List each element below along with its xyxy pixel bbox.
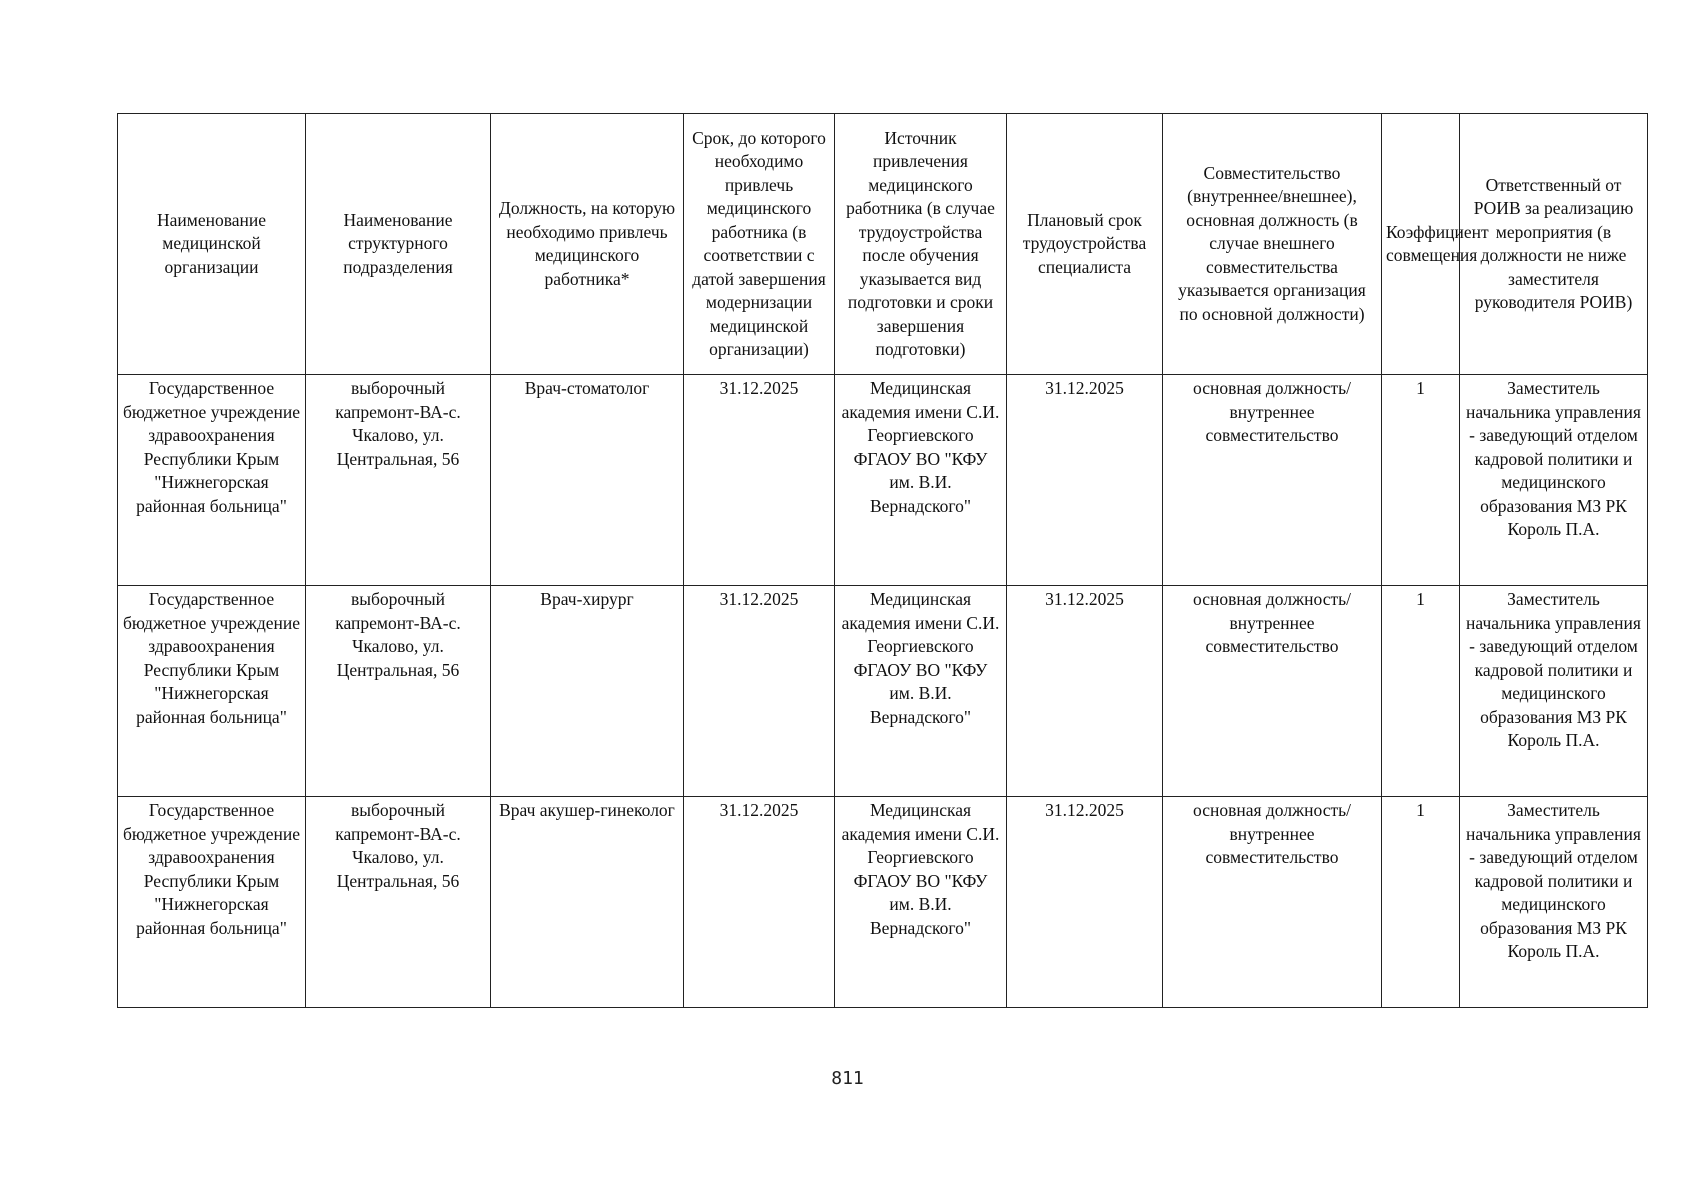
cell-position: Врач-стоматолог — [491, 375, 684, 586]
cell-combination: основная должность/ внутреннее совместительство — [1163, 586, 1382, 797]
cell-source: Медицинская академия имени С.И. Георгиевского ФГАОУ ВО "КФУ им. В.И. Вернадского" — [835, 586, 1007, 797]
header-coefficient: Коэффициент совмещения — [1382, 114, 1460, 375]
page-number: 811 — [831, 1068, 864, 1089]
cell-position: Врач-хирург — [491, 586, 684, 797]
header-organization-name: Наименование медицинской организации — [118, 114, 306, 375]
cell-responsible: Заместитель начальника управления - заведующий отделом кадровой политики и медицинского образования МЗ РК Король П.А. — [1460, 797, 1648, 1008]
cell-deadline: 31.12.2025 — [684, 375, 835, 586]
cell-combination: основная должность/ внутреннее совместительство — [1163, 375, 1382, 586]
cell-coefficient: 1 — [1382, 586, 1460, 797]
header-row — [118, 114, 1648, 375]
table-row — [118, 586, 1648, 797]
table-header — [118, 114, 1648, 375]
cell-deadline: 31.12.2025 — [684, 797, 835, 1008]
cell-position: Врач акушер-гинеколог — [491, 797, 684, 1008]
header-deadline: Срок, до которого необходимо привлечь медицинского работника (в соответствии с датой завершения модернизации медицинской организации) — [684, 114, 835, 375]
header-source: Источник привлечения медицинского работника (в случае трудоустройства после обучения указывается вид подготовки и сроки завершения подготовки) — [835, 114, 1007, 375]
cell-department: выборочный капремонт-ВА-с. Чкалово, ул. Центральная, 56 — [306, 375, 491, 586]
cell-source: Медицинская академия имени С.И. Георгиевского ФГАОУ ВО "КФУ им. В.И. Вернадского" — [835, 797, 1007, 1008]
cell-deadline: 31.12.2025 — [684, 586, 835, 797]
header-responsible: Ответственный от РОИВ за реализацию мероприятия (в должности не ниже заместителя руководителя РОИВ) — [1460, 114, 1648, 375]
header-combination: Совместительство (внутреннее/внешнее), основная должность (в случае внешнего совместительства указывается организация по основной должности) — [1163, 114, 1382, 375]
cell-responsible: Заместитель начальника управления - заведующий отделом кадровой политики и медицинского образования МЗ РК Король П.А. — [1460, 586, 1648, 797]
header-planned-date: Плановый срок трудоустройства специалиста — [1007, 114, 1163, 375]
cell-coefficient: 1 — [1382, 375, 1460, 586]
table-body — [118, 375, 1648, 1008]
cell-source: Медицинская академия имени С.И. Георгиевского ФГАОУ ВО "КФУ им. В.И. Вернадского" — [835, 375, 1007, 586]
header-position: Должность, на которую необходимо привлечь медицинского работника* — [491, 114, 684, 375]
cell-planned-date: 31.12.2025 — [1007, 375, 1163, 586]
cell-organization: Государственное бюджетное учреждение здравоохранения Республики Крым "Нижнегорская районная больница" — [118, 797, 306, 1008]
cell-planned-date: 31.12.2025 — [1007, 586, 1163, 797]
cell-department: выборочный капремонт-ВА-с. Чкалово, ул. Центральная, 56 — [306, 797, 491, 1008]
cell-department: выборочный капремонт-ВА-с. Чкалово, ул. Центральная, 56 — [306, 586, 491, 797]
table-row — [118, 375, 1648, 586]
cell-organization: Государственное бюджетное учреждение здравоохранения Республики Крым "Нижнегорская районная больница" — [118, 586, 306, 797]
header-department-name: Наименование структурного подразделения — [306, 114, 491, 375]
table-row — [118, 797, 1648, 1008]
cell-coefficient: 1 — [1382, 797, 1460, 1008]
staffing-table — [117, 113, 1648, 1008]
cell-responsible: Заместитель начальника управления - заведующий отделом кадровой политики и медицинского образования МЗ РК Король П.А. — [1460, 375, 1648, 586]
cell-combination: основная должность/ внутреннее совместительство — [1163, 797, 1382, 1008]
cell-planned-date: 31.12.2025 — [1007, 797, 1163, 1008]
cell-organization: Государственное бюджетное учреждение здравоохранения Республики Крым "Нижнегорская районная больница" — [118, 375, 306, 586]
